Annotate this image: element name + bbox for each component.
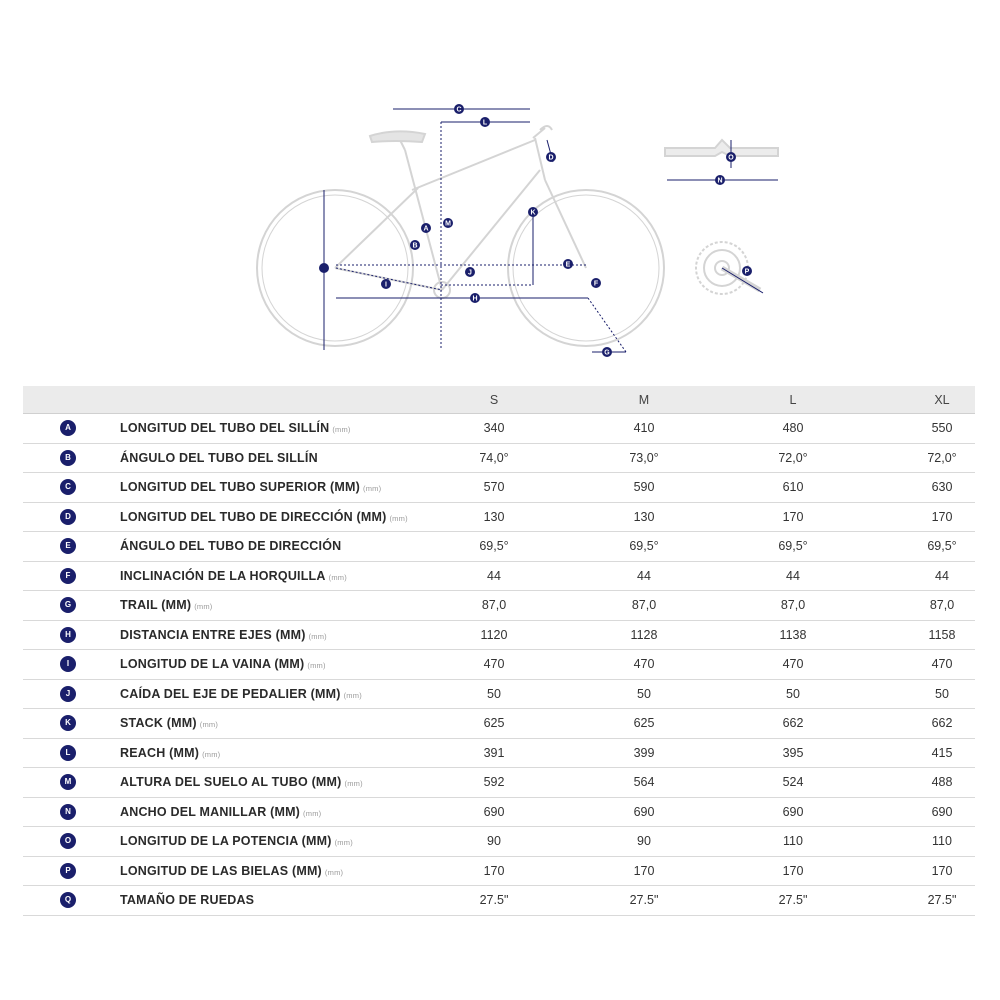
row-value-m: 690 [633,804,655,819]
row-label-text: STACK (MM) [120,716,197,731]
row-label [120,451,321,465]
row-value-l: 662 [782,716,804,731]
row-value-xl: 170 [931,509,953,524]
row-label [120,421,351,435]
row-value-s: 27.5" [479,893,509,908]
row-badge: B [60,450,76,466]
row-label [120,510,408,524]
row-value-s: 625 [483,716,505,731]
row-value-m: 1128 [630,627,658,642]
row-label [120,893,257,907]
table-row [23,532,975,562]
column-header-m: M [638,392,650,407]
row-value-l: 470 [782,657,804,672]
seatstay [335,188,418,268]
row-unit: (mm) [334,838,353,848]
row-value-l: 72,0° [778,450,808,465]
row-unit: (mm) [328,572,347,582]
row-value-m: 590 [633,480,655,495]
column-header-l: L [789,392,797,407]
diagram-label: D [548,154,554,162]
diagram-label: J [468,269,472,277]
row-unit: (mm) [308,631,327,641]
row-value-m: 410 [633,421,655,436]
row-value-s: 50 [487,686,501,701]
row-unit: (mm) [303,808,322,818]
row-value-s: 470 [483,657,505,672]
top-tube [412,140,535,190]
row-value-s: 391 [483,745,505,760]
row-value-m: 73,0° [629,450,659,465]
row-value-m: 27.5" [629,893,659,908]
row-label [120,864,343,878]
row-value-xl: 44 [935,568,949,583]
row-value-xl: 72,0° [927,450,957,465]
row-badge: Q [60,892,76,908]
diagram-label: A [423,225,429,233]
row-value-l: 170 [782,863,804,878]
row-label-text: LONGITUD DE LA POTENCIA (MM) [120,834,332,849]
table-header-row [23,386,975,414]
table-row [23,503,975,533]
row-badge: K [60,715,76,731]
table-row [23,798,975,828]
column-header-xl: XL [934,392,950,407]
row-label-text: TAMAÑO DE RUEDAS [120,893,255,908]
row-badge: N [60,804,76,820]
row-value-l: 690 [782,804,804,819]
row-value-xl: 690 [931,804,953,819]
diagram-label: E [565,261,571,269]
row-badge: G [60,597,76,613]
bike-geometry-diagram [0,0,1000,380]
row-label-text: LONGITUD DEL TUBO SUPERIOR (MM) [120,480,360,495]
row-label [120,687,362,701]
row-unit: (mm) [199,720,219,730]
diagram-label: C [456,106,462,114]
row-value-m: 90 [637,834,651,849]
row-value-l: 44 [786,568,800,583]
row-value-l: 110 [783,834,803,849]
row-label [120,598,213,612]
diagram-label: K [530,209,536,217]
row-badge: O [60,833,76,849]
row-value-s: 592 [483,775,505,790]
row-value-xl: 415 [931,745,953,760]
row-value-m: 170 [633,863,655,878]
row-value-l: 50 [786,686,800,701]
row-value-s: 74,0° [479,450,509,465]
row-value-l: 524 [782,775,804,790]
row-value-s: 44 [487,568,501,583]
row-label-text: LONGITUD DE LAS BIELAS (MM) [120,863,322,878]
table-row [23,886,975,916]
row-value-l: 87,0 [780,598,806,613]
diagram-label: G [604,349,610,357]
row-label [120,628,327,642]
geometry-table [23,386,975,916]
row-label-text: LONGITUD DEL TUBO DEL SILLÍN [120,421,330,436]
row-value-xl: 488 [931,775,953,790]
row-label [120,805,321,819]
row-value-m: 69,5° [629,539,659,554]
row-unit: (mm) [194,602,213,612]
row-value-s: 87,0 [481,598,507,613]
row-label-text: CAÍDA DEL EJE DE PEDALIER (MM) [120,686,341,701]
table-row [23,739,975,769]
row-unit: (mm) [324,867,344,877]
seat-tube [405,150,442,290]
table-row [23,591,975,621]
down-tube [442,170,540,290]
row-label [120,834,353,848]
diagram-label: O [728,154,734,162]
diagram-label: L [482,119,488,127]
row-unit: (mm) [332,425,351,435]
diagram-label: B [412,242,418,250]
row-badge: F [60,568,76,584]
row-value-xl: 1158 [928,627,956,642]
row-value-l: 1138 [779,627,807,642]
column-header-s: S [489,392,499,407]
row-value-l: 170 [782,509,804,524]
row-label-text: LONGITUD DEL TUBO DE DIRECCIÓN (MM) [120,509,387,524]
row-value-xl: 50 [935,686,949,701]
diagram-label: H [472,295,478,303]
row-unit: (mm) [202,749,221,759]
row-value-m: 130 [633,509,655,524]
table-row [23,827,975,857]
row-badge: L [60,745,76,761]
row-label [120,480,381,494]
row-value-m: 87,0 [631,598,657,613]
row-value-s: 690 [483,804,505,819]
row-value-m: 399 [633,745,655,760]
row-value-s: 90 [487,834,501,849]
diagram-label: I [385,281,387,289]
row-badge: A [60,420,76,436]
row-value-xl: 110 [932,834,952,849]
row-unit: (mm) [389,513,408,523]
row-value-l: 480 [782,421,804,436]
diagram-label: M [445,220,451,228]
row-badge: M [60,774,76,790]
row-value-m: 564 [633,775,655,790]
row-badge: J [60,686,76,702]
row-label-text: LONGITUD DE LA VAINA (MM) [120,657,305,672]
table-row [23,414,975,444]
row-label [120,775,363,789]
row-value-xl: 170 [931,863,953,878]
table-row [23,473,975,503]
row-value-s: 570 [483,480,505,495]
row-value-m: 44 [637,568,651,583]
row-label [120,539,344,553]
row-value-xl: 550 [931,421,953,436]
row-value-s: 69,5° [479,539,509,554]
row-label-text: ALTURA DEL SUELO AL TUBO (MM) [120,775,342,790]
row-value-s: 340 [483,421,505,436]
row-label-text: REACH (MM) [120,745,200,760]
row-label [120,569,347,583]
row-badge: C [60,479,76,495]
handlebar-detail [665,140,778,156]
table-row [23,650,975,680]
row-value-xl: 27.5" [927,893,957,908]
row-value-l: 395 [782,745,804,760]
row-badge: P [60,863,76,879]
row-value-xl: 87,0 [929,598,955,613]
table-row [23,857,975,887]
row-value-xl: 630 [931,480,953,495]
table-body [23,414,975,916]
table-row [23,562,975,592]
row-label-text: INCLINACIÓN DE LA HORQUILLA [120,568,326,583]
row-label-text: TRAIL (MM) [120,598,192,613]
row-badge: D [60,509,76,525]
row-value-m: 470 [633,657,655,672]
table-row [23,709,975,739]
row-value-xl: 662 [931,716,953,731]
row-value-xl: 69,5° [927,539,957,554]
row-unit: (mm) [363,484,382,494]
row-badge: H [60,627,76,643]
row-value-l: 69,5° [778,539,808,554]
table-row [23,768,975,798]
row-value-s: 1120 [480,627,508,642]
row-value-s: 170 [483,863,505,878]
row-label-text: ANCHO DEL MANILLAR (MM) [120,804,301,819]
table-row [23,621,975,651]
row-badge: E [60,538,76,554]
row-label-text: ÁNGULO DEL TUBO DEL SILLÍN [120,450,318,465]
row-unit: (mm) [307,661,326,671]
row-label [120,746,220,760]
row-unit: (mm) [344,779,363,789]
diagram-label: F [593,280,599,288]
saddle [370,131,425,142]
table-row [23,444,975,474]
row-badge: I [60,656,76,672]
row-label [120,657,326,671]
row-value-m: 50 [637,686,651,701]
row-value-l: 27.5" [778,893,808,908]
row-value-m: 625 [633,716,655,731]
table-row [23,680,975,710]
row-label-text: ÁNGULO DEL TUBO DE DIRECCIÓN [120,539,342,554]
row-label-text: DISTANCIA ENTRE EJES (MM) [120,627,306,642]
row-unit: (mm) [343,690,362,700]
row-value-s: 130 [483,509,505,524]
bike-diagram-svg [0,0,1000,380]
row-value-xl: 470 [931,657,953,672]
row-label [120,716,218,730]
diagram-label: P [744,268,750,276]
row-value-l: 610 [782,480,804,495]
diagram-label: N [717,177,723,185]
